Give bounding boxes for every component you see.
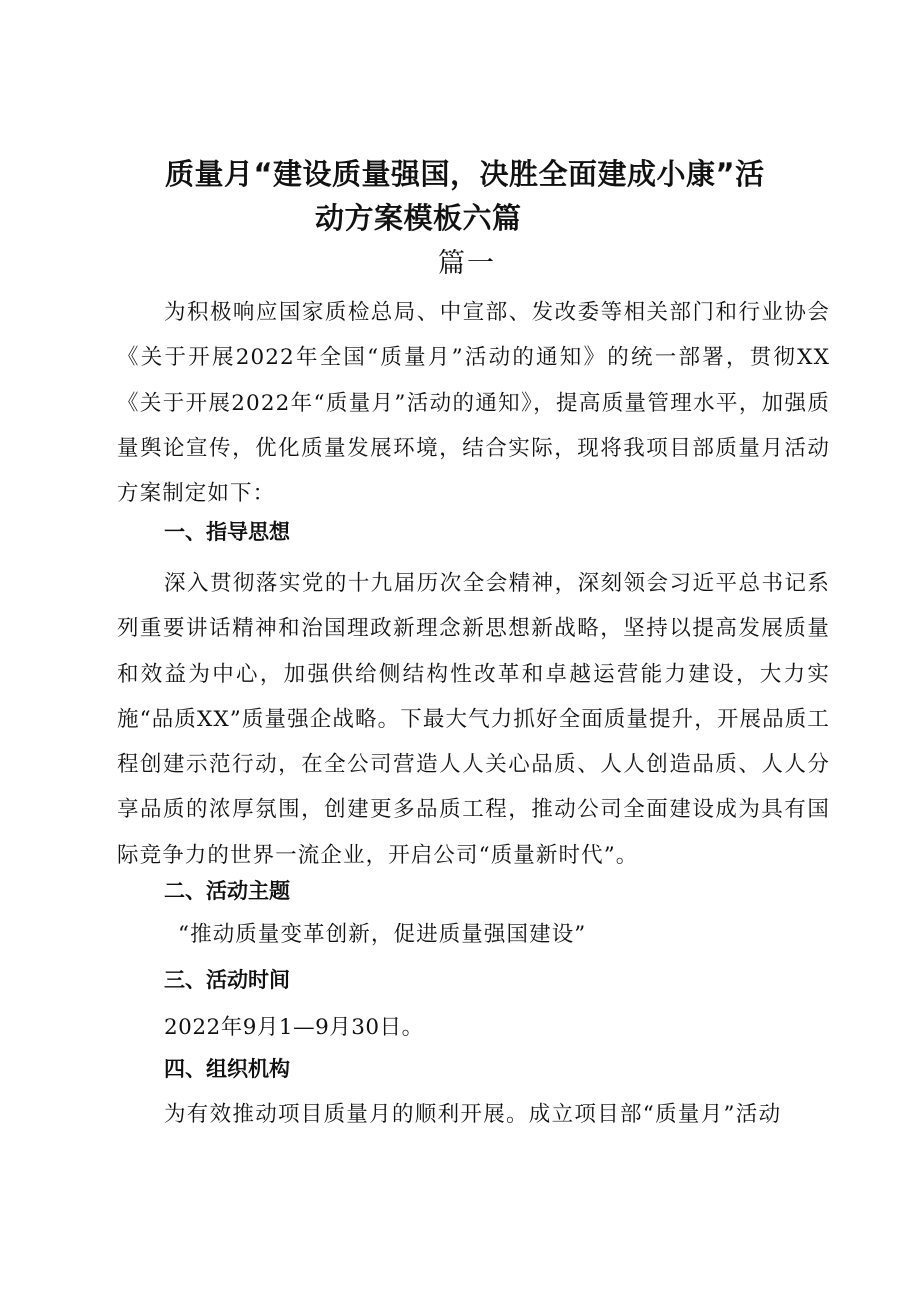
guiding-ideology-paragraph: 深入贯彻落实党的十九届历次全会精神，深刻领会习近平总书记系列重要讲话精神和治国理政新理念新思想新战略，坚持以提高发展质量和效益为中心，加强供给侧结构性改革和卓越运营能力建设，大力实施“品质XX”质量强企战略。下最大气力抓好全面质量提升，开展品质工程创建示范行动，在全公司营造人人关心品质、人人创造品质、人人分享品质的浓厚氛围，创建更多品质工程，推动公司全面建设成为具有国际竞争力的世界一流企业，开启公司“质量新时代”。 bbox=[117, 571, 830, 868]
section-heading-organization: 四、组织机构 bbox=[164, 1057, 290, 1081]
title-line-1: 质量月“建设质量强国，决胜全面建成小康”活 bbox=[165, 157, 765, 191]
document-title bbox=[165, 152, 825, 240]
activity-time-text: 2022年9月1—9月30日。 bbox=[164, 1015, 424, 1040]
section-heading-activity-time: 三、活动时间 bbox=[164, 968, 290, 992]
section-heading-activity-theme: 二、活动主题 bbox=[164, 879, 290, 903]
title-line-2: 动方案模板六篇 bbox=[315, 201, 522, 235]
activity-theme-text: “推动质量变革创新，促进质量强国建设” bbox=[178, 922, 587, 947]
chapter-heading: 篇一 bbox=[438, 248, 496, 279]
organization-paragraph: 为有效推动项目质量月的顺利开展。成立项目部“质量月”活动 bbox=[164, 1102, 782, 1127]
intro-paragraph: 为积极响应国家质检总局、中宣部、发改委等相关部门和行业协会《关于开展2022年全国“质量月”活动的通知》的统一部署，贯彻XX《关于开展2022年“质量月”活动的通知》，提高质量管理水平，加强质量舆论宣传，优化质量发展环境，结合实际，现将我项目部质量月活动方案制定如下： bbox=[117, 300, 830, 507]
section-heading-guiding-ideology: 一、指导思想 bbox=[164, 520, 290, 544]
